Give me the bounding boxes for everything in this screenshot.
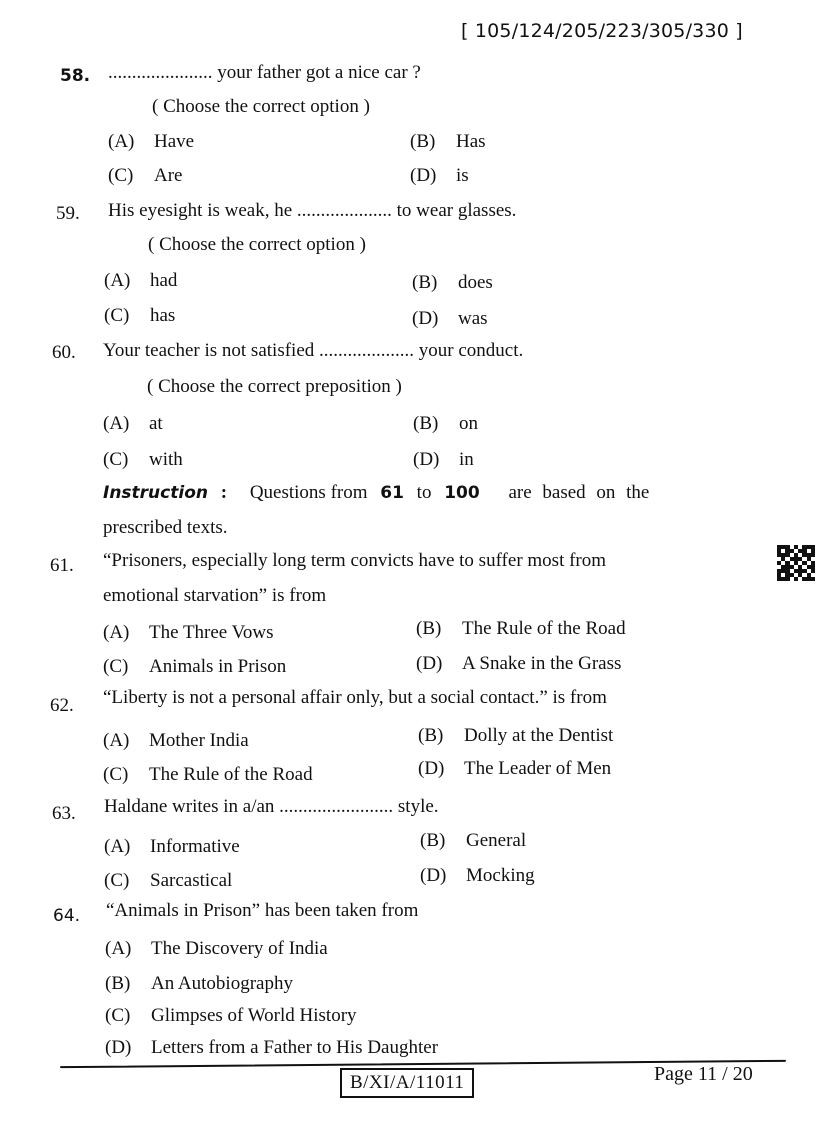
option-d[interactable]	[418, 758, 611, 780]
option-label: (D)	[418, 758, 445, 779]
option-label: (C)	[108, 165, 134, 186]
option-label: (B)	[412, 272, 438, 293]
option-a[interactable]	[108, 131, 194, 153]
option-d[interactable]	[105, 1037, 438, 1059]
option-label: (C)	[103, 656, 129, 677]
option-text: with	[149, 449, 183, 470]
option-text: in	[459, 449, 474, 470]
option-label: (C)	[104, 305, 130, 326]
question-number: 62.	[50, 695, 74, 716]
option-text: Animals in Prison	[149, 656, 287, 677]
option-a[interactable]	[104, 270, 177, 292]
option-text: Dolly at the Dentist	[464, 725, 614, 746]
option-text: has	[150, 305, 176, 326]
option-text: Has	[456, 131, 486, 152]
instruction-line-2: prescribed texts.	[103, 517, 228, 538]
option-b[interactable]	[418, 725, 613, 747]
option-b[interactable]	[105, 973, 293, 995]
option-text: General	[466, 830, 527, 851]
option-label: (A)	[103, 730, 130, 751]
option-c[interactable]	[103, 656, 286, 678]
option-label: (B)	[105, 973, 131, 994]
option-text: had	[150, 270, 178, 291]
option-label: (D)	[410, 165, 437, 186]
question-hint: ( Choose the correct option )	[148, 234, 366, 255]
option-text: The Rule of the Road	[149, 764, 313, 785]
option-text: The Rule of the Road	[462, 618, 626, 639]
option-c[interactable]	[105, 1005, 357, 1027]
option-d[interactable]	[412, 308, 488, 330]
option-label: (C)	[103, 764, 129, 785]
qr-code-icon	[777, 545, 815, 581]
option-text: does	[458, 272, 493, 293]
option-c[interactable]	[103, 764, 313, 786]
instruction-to: 100	[444, 483, 480, 503]
instruction-to-word: to	[416, 482, 432, 503]
option-text: Mocking	[466, 865, 535, 886]
instruction-label: Instruction	[103, 483, 208, 503]
question-hint: ( Choose the correct preposition )	[147, 376, 402, 397]
option-b[interactable]	[410, 131, 486, 153]
option-text: The Discovery of India	[151, 938, 328, 959]
instruction-colon: :	[220, 482, 228, 503]
question-number: 63.	[52, 803, 76, 824]
paper-codes-header: [ 105/124/205/223/305/330 ]	[461, 20, 743, 42]
option-label: (A)	[108, 131, 135, 152]
question-number: 58.	[60, 66, 91, 86]
option-b[interactable]	[420, 830, 526, 852]
option-label: (C)	[103, 449, 129, 470]
question-text: “Liberty is not a personal affair only, but a social contact.” is from	[103, 687, 607, 708]
question-text: ...................... your father got a nice car ?	[108, 62, 421, 83]
option-text: at	[149, 413, 163, 434]
question-text: Your teacher is not satisfied .................... your conduct.	[103, 340, 524, 361]
option-label: (B)	[416, 618, 442, 639]
question-text: His eyesight is weak, he .................... to wear glasses.	[108, 200, 517, 221]
option-label: (D)	[420, 865, 447, 886]
option-c[interactable]	[104, 870, 232, 892]
option-text: A Snake in the Grass	[462, 653, 622, 674]
option-label: (B)	[413, 413, 439, 434]
question-number: 64.	[53, 906, 81, 926]
option-a[interactable]	[105, 938, 328, 960]
option-label: (A)	[105, 938, 132, 959]
question-hint: ( Choose the correct option )	[152, 96, 370, 117]
option-text: The Leader of Men	[464, 758, 612, 779]
option-a[interactable]	[104, 836, 240, 858]
question-text: “Animals in Prison” has been taken from	[106, 900, 419, 921]
option-label: (B)	[410, 131, 436, 152]
option-d[interactable]	[420, 865, 535, 887]
option-label: (D)	[412, 308, 439, 329]
page-number: Page 11 / 20	[654, 1063, 753, 1085]
question-number: 60.	[52, 342, 76, 363]
option-label: (D)	[413, 449, 440, 470]
option-label: (A)	[104, 836, 131, 857]
question-text: “Prisoners, especially long term convicts have to suffer most from	[103, 550, 607, 571]
option-c[interactable]	[108, 165, 182, 187]
option-label: (A)	[103, 622, 130, 643]
option-text: Mother India	[149, 730, 249, 751]
option-text: The Three Vows	[149, 622, 274, 643]
option-text: on	[459, 413, 478, 434]
option-d[interactable]	[413, 449, 474, 471]
option-b[interactable]	[412, 272, 493, 294]
instruction-line-1	[103, 482, 777, 504]
instruction-from: 61	[380, 483, 404, 503]
option-c[interactable]	[103, 449, 183, 471]
option-a[interactable]	[103, 413, 163, 435]
option-text: An Autobiography	[151, 973, 293, 994]
option-text: Letters from a Father to His Daughter	[151, 1037, 439, 1058]
option-label: (C)	[104, 870, 130, 891]
option-text: Are	[154, 165, 183, 186]
question-number: 59.	[56, 203, 80, 224]
question-text: Haldane writes in a/an ........................ style.	[104, 796, 439, 817]
booklet-code: B/XI/A/11011	[340, 1068, 474, 1098]
option-d[interactable]	[416, 653, 621, 675]
option-label: (D)	[416, 653, 443, 674]
option-label: (A)	[104, 270, 131, 291]
instruction-text-2: are based on the	[508, 482, 650, 503]
option-label: (B)	[418, 725, 444, 746]
option-a[interactable]	[103, 730, 249, 752]
option-b[interactable]	[413, 413, 478, 435]
option-a[interactable]	[103, 622, 274, 644]
option-label: (C)	[105, 1005, 131, 1026]
option-text: is	[456, 165, 469, 186]
instruction-text: Questions from	[249, 482, 368, 503]
option-text: Have	[154, 131, 195, 152]
option-c[interactable]	[104, 305, 175, 327]
option-d[interactable]	[410, 165, 469, 187]
option-text: Glimpses of World History	[151, 1005, 357, 1026]
option-label: (D)	[105, 1037, 132, 1058]
question-number: 61.	[50, 555, 74, 576]
option-label: (A)	[103, 413, 130, 434]
question-text-continued: emotional starvation” is from	[103, 585, 327, 606]
option-text: Informative	[150, 836, 240, 857]
option-b[interactable]	[416, 618, 626, 640]
option-label: (B)	[420, 830, 446, 851]
option-text: Sarcastical	[150, 870, 233, 891]
option-text: was	[458, 308, 488, 329]
